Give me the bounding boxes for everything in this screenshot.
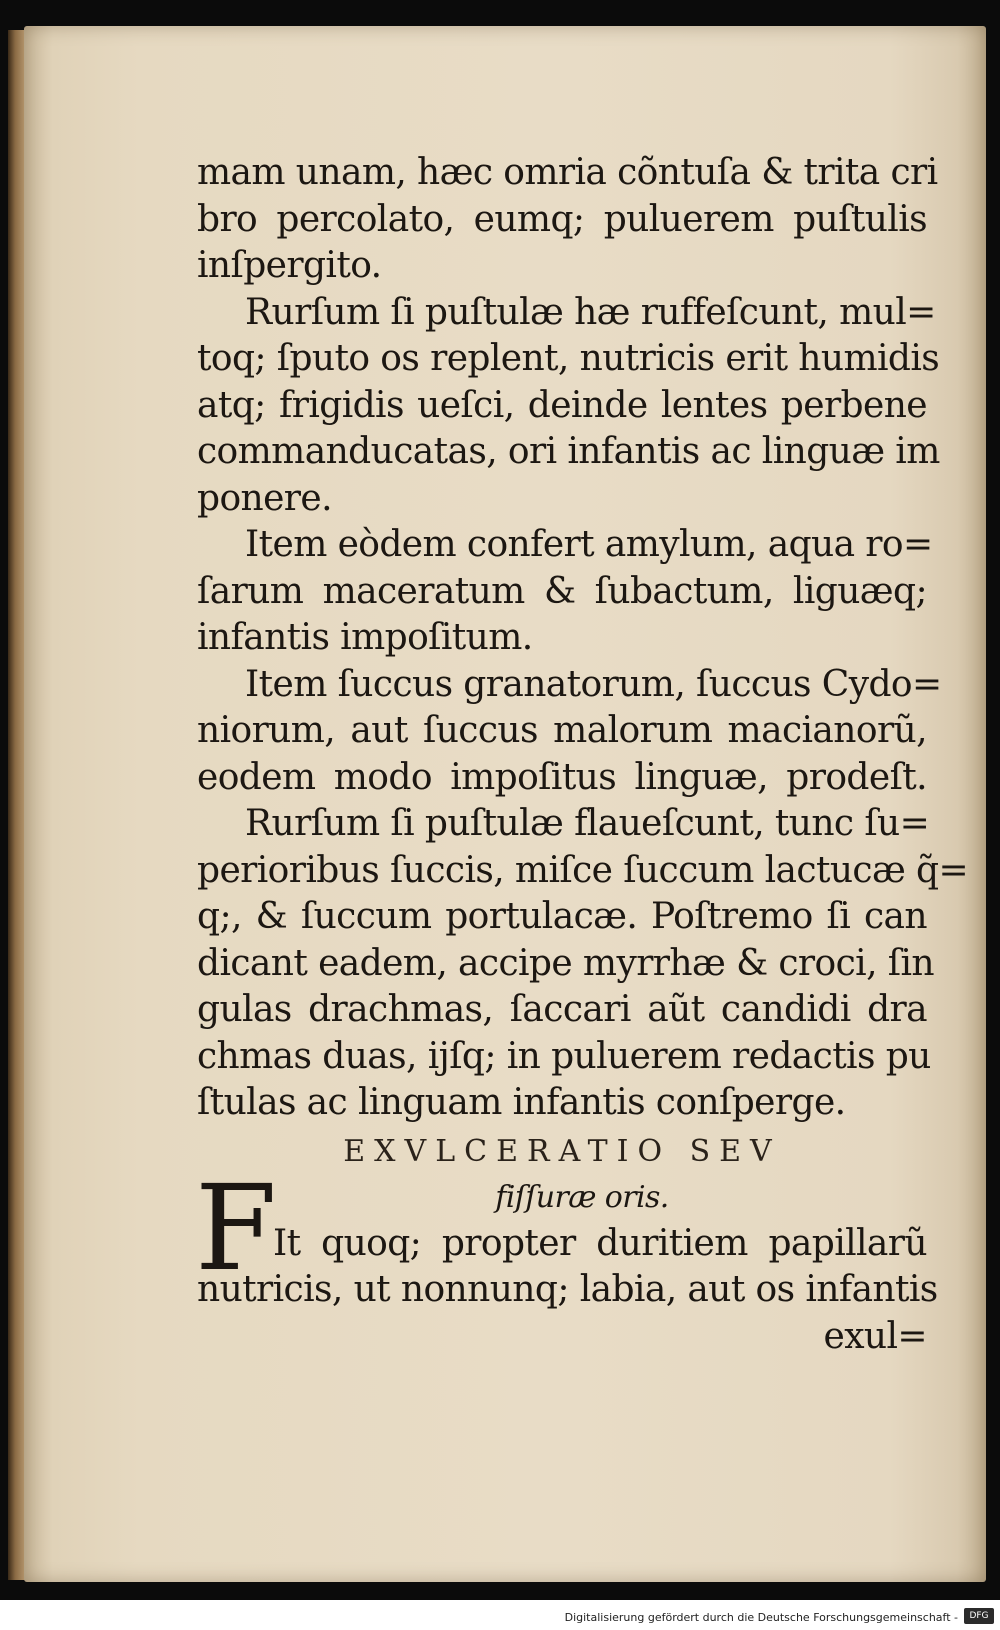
dfg-logo: DFG bbox=[964, 1608, 994, 1624]
catchword: exul= bbox=[823, 1315, 927, 1357]
text-line: ſtulas ac linguam infantis conſperge. bbox=[197, 1082, 846, 1123]
text-line: Item ſuccus granatorum, ſuccus Cydo= bbox=[245, 663, 942, 705]
text-line: infantis impoſitum. bbox=[197, 617, 533, 658]
text-line: chmas duas, ijſq; in puluerem redactis pu bbox=[197, 1035, 931, 1077]
text-line: Rurſum ſi puſtulæ hæ ruffeſcunt, mul= bbox=[245, 291, 936, 333]
text-line: Rurſum ſi puſtulæ flaueſcunt, tunc ſu= bbox=[245, 803, 930, 844]
section-subheading: fiſſuræ oris. bbox=[495, 1179, 669, 1215]
text-line: atq; frigidis ueſci, deinde lentes perbene bbox=[197, 384, 927, 426]
text-line: ponere. bbox=[197, 477, 332, 519]
text-block bbox=[195, 150, 969, 1360]
section-heading: EXVLCERATIO SEV bbox=[343, 1133, 781, 1169]
text-line: perioribus ſuccis, miſce ſuccum lactucæ q̃= bbox=[197, 849, 969, 891]
text-line: bro percolato, eumq; puluerem puſtulis bbox=[197, 198, 927, 240]
text-line: Item eòdem confert amylum, aqua ro= bbox=[245, 524, 933, 565]
drop-cap: F bbox=[195, 1158, 277, 1297]
text-line: mam unam, hæc omria cõntuſa & trita cri bbox=[197, 152, 938, 193]
footer-credit: Digitalisierung gefördert durch die Deutsche Forschungsgemeinschaft - bbox=[564, 1611, 958, 1624]
text-line: toq; ſputo os replent, nutricis erit humidis bbox=[197, 338, 940, 379]
text-line: ſarum maceratum & ſubactum, liguæq; bbox=[197, 570, 927, 612]
text-line: commanducatas, ori infantis ac linguæ im bbox=[197, 431, 940, 472]
text-line: nutricis, ut nonnunq; labia, aut os infantis bbox=[197, 1269, 938, 1310]
text-line: niorum, aut ſuccus malorum macianorũ, bbox=[197, 710, 927, 751]
text-line: gulas drachmas, ſaccari aũt candidi dra bbox=[197, 989, 927, 1030]
text-line: q;, & ſuccum portulacæ. Poſtremo ſi can bbox=[197, 896, 927, 937]
text-line: dicant eadem, accipe myrrhæ & croci, ſin bbox=[197, 942, 934, 984]
text-line: inſpergito. bbox=[197, 245, 382, 286]
text-line: It quoq; propter duritiem papillarũ bbox=[273, 1222, 927, 1264]
text-line: eodem modo impoſitus linguæ, prodeſt. bbox=[197, 756, 927, 798]
